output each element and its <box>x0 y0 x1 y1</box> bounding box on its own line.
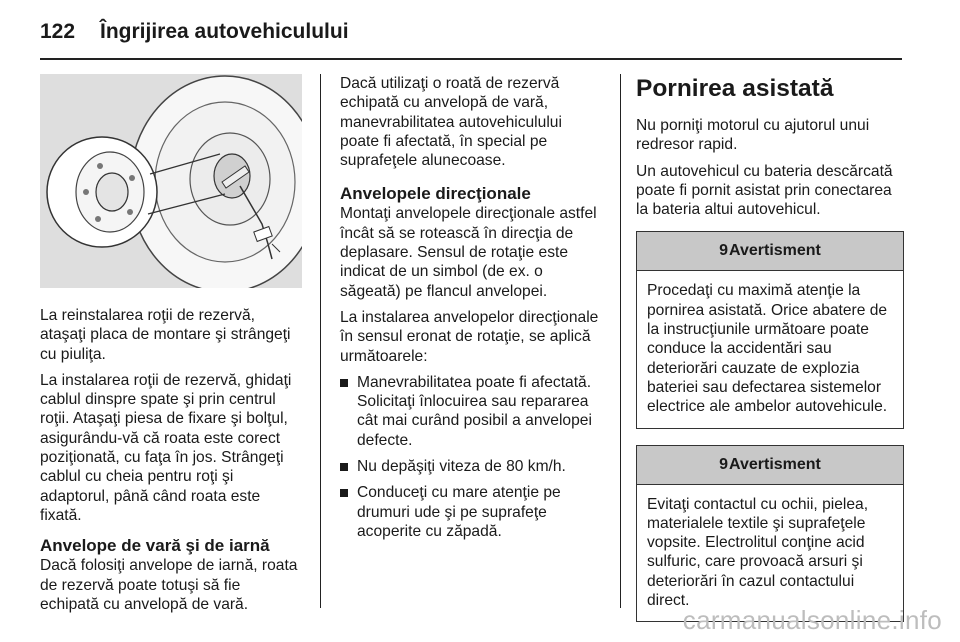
column-divider <box>320 74 321 608</box>
paragraph: Dacă folosiţi anvelope de iarnă, roata de rezervă poate totuşi să fie echipată cu anvelopă de vară. <box>40 557 298 613</box>
warning-icon: 9 <box>719 242 728 260</box>
warning-body <box>637 485 903 622</box>
column-divider <box>620 74 621 608</box>
paragraph: La reinstalarea roţii de rezervă, ataşaţi placa de montare şi strângeţi cu piuliţa. <box>40 307 291 363</box>
warning-box <box>636 445 904 623</box>
list-item: Nu depăşiţi viteza de 80 km/h. <box>340 457 604 476</box>
section-heading-summer-winter: Anvelope de vară şi de iarnă <box>40 536 270 556</box>
header-rule <box>40 58 902 60</box>
warning-title: Avertisment <box>729 455 821 473</box>
spare-wheel-illustration <box>40 74 302 288</box>
warning-text: Evitaţi contactul cu ochii, pielea, materialele textile şi suprafeţele vopsite. Electrolitul conţine acid sulfuric, care provoacă arsuri şi deteriorări în cazul contactului direct. <box>647 495 869 610</box>
paragraph: La instalarea roţii de rezervă, ghidaţi cablul dinspre spate şi prin centrul roţii. Ataşaţi piesa de fixare şi bolţul, asigurându-vă că roata este corect poziţionată, cu faţa în jos. Strângeţi cablul cu cheia pentru roţi şi adaptorul, până când roata este fixată. <box>40 371 292 524</box>
bullet-icon <box>340 489 348 497</box>
watermark: carmanualsonline.info <box>682 605 942 635</box>
page-number: 122 <box>40 20 76 43</box>
column-3 <box>636 74 904 622</box>
warning-header <box>637 446 903 485</box>
warning-header <box>637 232 903 271</box>
bullet-list <box>340 373 604 541</box>
bullet-icon <box>340 379 348 387</box>
page-title: Îngrijirea autovehiculului <box>100 20 349 43</box>
warning-body <box>637 271 903 427</box>
section-heading-directional: Anvelopele direcţionale <box>340 184 531 204</box>
paragraph: Un autovehicul cu bateria descărcată poate fi pornit asistat prin conectarea la bateria altui autovehicul. <box>636 162 893 219</box>
bullet-icon <box>340 463 348 471</box>
column-2 <box>340 74 604 548</box>
warning-icon: 9 <box>719 455 728 473</box>
paragraph: Dacă utilizaţi o roată de rezervă echipată cu anvelopă de vară, manevrabilitatea autovehiculului poate fi afectată, în special pe suprafeţele alunecoase. <box>340 75 562 170</box>
list-item: Manevrabilitatea poate fi afectată. Solicitaţi înlocuirea sau repararea cât mai curând posibil a anvelopei defecte. <box>340 373 604 450</box>
section-title-jump-start: Pornirea asistată <box>636 75 834 102</box>
page-header <box>40 20 349 44</box>
paragraph: Nu porniţi motorul cu ajutorul unui redresor rapid. <box>636 117 870 154</box>
column-1 <box>40 74 302 621</box>
warning-title: Avertisment <box>729 242 821 260</box>
paragraph: Montaţi anvelopele direcţionale astfel încât să se rotească în direcţia de deplasare. Sensul de rotaţie este indicat de un simbol (de ex. o săgeată) pe flancul anvelopei. <box>340 205 597 300</box>
warning-box <box>636 231 904 428</box>
paragraph: La instalarea anvelopelor direcţionale în sensul eronat de rotaţie, se aplică următoarele: <box>340 308 599 365</box>
warning-text: Procedaţi cu maximă atenţie la pornirea asistată. Orice abatere de la instrucţiunile următoare poate conduce la accidentări sau deteriorări cauzate de explozia bateriei sau defectarea sistemelor electrice ale ambelor autovehicule. <box>647 282 888 416</box>
list-item: Conduceţi cu mare atenţie pe drumuri ude şi pe suprafeţe acoperite cu zăpadă. <box>340 483 604 541</box>
spare-wheel-icon <box>40 74 302 288</box>
